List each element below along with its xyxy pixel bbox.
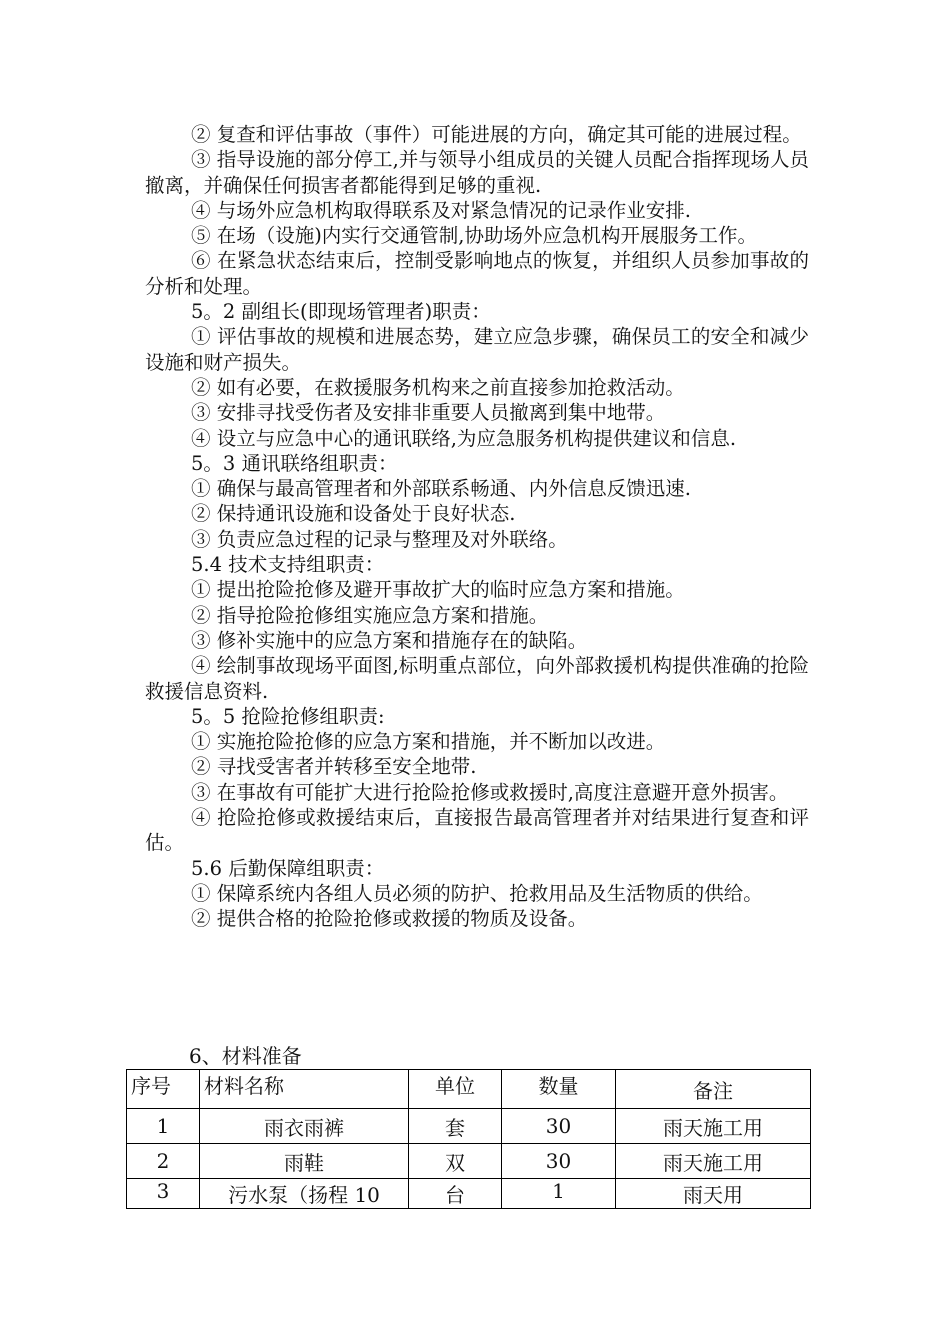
header-cell: 材料名称 bbox=[200, 1070, 409, 1109]
paragraph: ③ 在事故有可能扩大进行抢险抢修或救援时,高度注意避开意外损害。 bbox=[191, 780, 789, 804]
paragraph: ④ 与场外应急机构取得联系及对紧急情况的记录作业安排. bbox=[191, 198, 691, 222]
header-cell: 数量 bbox=[502, 1070, 616, 1109]
paragraph: ① 评估事故的规模和进展态势，建立应急步骤，确保员工的安全和减少设施和财产损失。 bbox=[145, 325, 809, 374]
section-heading: 5。5 抢险抢修组职责: bbox=[191, 704, 385, 728]
body-text bbox=[145, 122, 809, 932]
table-cell: 污水泵（扬程 10 bbox=[200, 1179, 409, 1209]
paragraph: ④ 抢险抢修或救援结束后，直接报告最高管理者并对结果进行复查和评估。 bbox=[145, 806, 809, 855]
table-cell: 30 bbox=[502, 1109, 616, 1144]
paragraph: ① 提出抢险抢修及避开事故扩大的临时应急方案和措施。 bbox=[191, 578, 685, 602]
paragraph: ② 指导抢险抢修组实施应急方案和措施。 bbox=[191, 603, 549, 627]
materials-table bbox=[126, 1069, 811, 1209]
paragraph: ① 保障系统内各组人员必须的防护、抢救用品及生活物质的供给。 bbox=[191, 881, 763, 905]
header-cell: 单位 bbox=[409, 1070, 502, 1109]
paragraph: ② 如有必要，在救援服务机构来之前直接参加抢救活动。 bbox=[191, 375, 685, 399]
paragraph: ④ 设立与应急中心的通讯联络,为应急服务机构提供建议和信息. bbox=[191, 426, 737, 450]
table-cell: 雨天施工用 bbox=[616, 1109, 811, 1144]
section-title: 6、材料准备 bbox=[189, 1044, 302, 1068]
header-cell: 备注 bbox=[616, 1070, 811, 1109]
paragraph: ⑤ 在场（设施)内实行交通管制,协助场外应急机构开展服务工作。 bbox=[191, 224, 758, 248]
section-heading: 5.6 后勤保障组职责： bbox=[191, 856, 385, 880]
table-cell: 雨天用 bbox=[616, 1179, 811, 1209]
table-cell: 30 bbox=[502, 1144, 616, 1179]
paragraph: ② 寻找受害者并转移至安全地带. bbox=[191, 755, 477, 779]
table-row bbox=[127, 1109, 811, 1144]
table-cell: 1 bbox=[127, 1109, 200, 1144]
paragraph: ① 确保与最高管理者和外部联系畅通、内外信息反馈迅速. bbox=[191, 477, 691, 501]
section-heading: 5。2 副组长(即现场管理者)职责： bbox=[191, 300, 491, 324]
table-header-row bbox=[127, 1070, 811, 1109]
section-heading: 5。3 通讯联络组职责： bbox=[191, 451, 398, 475]
paragraph: ② 提供合格的抢险抢修或救援的物质及设备。 bbox=[191, 907, 588, 931]
table-cell: 雨天施工用 bbox=[616, 1144, 811, 1179]
paragraph: ① 实施抢险抢修的应急方案和措施，并不断加以改进。 bbox=[191, 730, 666, 754]
paragraph: ③ 负责应急过程的记录与整理及对外联络。 bbox=[191, 527, 568, 551]
table-row bbox=[127, 1144, 811, 1179]
table-cell: 2 bbox=[127, 1144, 200, 1179]
table-cell: 雨鞋 bbox=[200, 1144, 409, 1179]
table-row bbox=[127, 1179, 811, 1209]
header-cell: 序号 bbox=[127, 1070, 200, 1109]
table-cell: 雨衣雨裤 bbox=[200, 1109, 409, 1144]
paragraph: ③ 安排寻找受伤者及安排非重要人员撤离到集中地带。 bbox=[191, 401, 666, 425]
table-cell: 1 bbox=[502, 1179, 616, 1209]
paragraph: ⑥ 在紧急状态结束后，控制受影响地点的恢复，并组织人员参加事故的分析和处理。 bbox=[145, 249, 809, 298]
paragraph: ② 复查和评估事故（事件）可能进展的方向，确定其可能的进展过程。 bbox=[191, 123, 802, 146]
table-cell: 双 bbox=[409, 1144, 502, 1179]
table-cell: 套 bbox=[409, 1109, 502, 1144]
table-cell: 3 bbox=[127, 1179, 200, 1209]
paragraph: ③ 修补实施中的应急方案和措施存在的缺陷。 bbox=[191, 628, 588, 652]
paragraph: ③ 指导设施的部分停工,并与领导小组成员的关键人员配合指挥现场人员撤离，并确保任何损害者都能得到足够的重视. bbox=[145, 148, 809, 197]
paragraph: ② 保持通讯设施和设备处于良好状态. bbox=[191, 502, 516, 526]
section-heading: 5.4 技术支持组职责： bbox=[191, 553, 385, 577]
table-cell: 台 bbox=[409, 1179, 502, 1209]
paragraph: ④ 绘制事故现场平面图,标明重点部位，向外部救援机构提供准确的抢险救援信息资料. bbox=[145, 654, 809, 703]
